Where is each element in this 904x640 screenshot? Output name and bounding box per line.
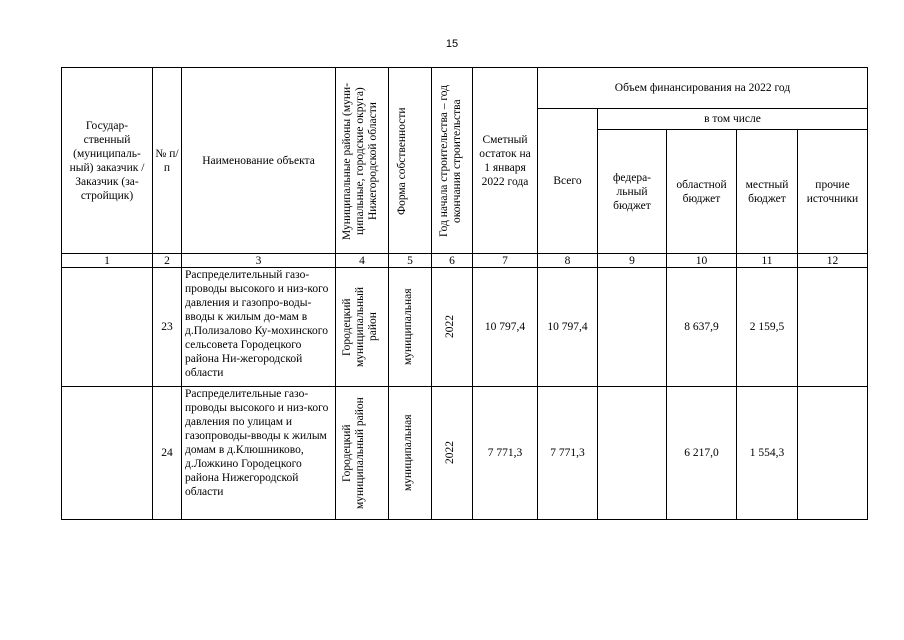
cell-no: 23 [153,268,182,387]
cell-object-name: Распределительные газо-проводы высокого и низ-кого давления по улицам и газопроводы-вводы к жилым домам в д.Клюшниково, д.Ложкино Городецкого района Нижегородской области [182,387,336,520]
column-number: 10 [667,254,737,268]
cell-federal [598,268,667,387]
cell-local: 2 159,5 [737,268,798,387]
table-row [62,387,868,520]
header-no: № п/п [153,68,182,254]
header-ownership-text: Форма собственности [396,106,408,215]
cell-total: 7 771,3 [538,387,598,520]
column-number: 7 [473,254,538,268]
column-number: 9 [598,254,667,268]
page-number: 15 [445,38,459,50]
cell-years-text: 2022 [444,441,456,465]
header-funding: Объем финансирования на 2022 год [538,68,868,109]
table-row [62,268,868,387]
cell-ownership [389,387,432,520]
column-number: 1 [62,254,153,268]
header-total: Всего [538,109,598,254]
header-ownership [389,68,432,254]
column-number: 4 [336,254,389,268]
cell-district [336,387,389,520]
financing-table [61,67,868,520]
column-number: 6 [432,254,473,268]
cell-years [432,268,473,387]
cell-ownership-text: муниципальная [402,288,414,366]
cell-ownership-text: муниципальная [402,414,414,492]
cell-federal [598,387,667,520]
cell-object-name: Распределительный газо-проводы высокого и низ-кого давления и газопро-воды-вводы к жилым до-мам в д.Полизалово Ку-мохинского сельсовета Городецкого района Ни-жегородской области [182,268,336,387]
cell-other [798,387,868,520]
cell-estimate: 10 797,4 [473,268,538,387]
cell-years [432,387,473,520]
header-local: местный бюджет [737,130,798,254]
column-number: 3 [182,254,336,268]
cell-other [798,268,868,387]
cell-regional: 8 637,9 [667,268,737,387]
header-districts-text: Муниципальные районы (муни-ципальные, городские округа) Нижегородской области [341,81,379,240]
cell-customer [62,387,153,520]
column-number: 2 [153,254,182,268]
cell-years-text: 2022 [444,315,456,339]
header-years-text: Год начала строительства – год окончания строительства [438,84,463,237]
header-customer: Государ-ственный (муниципаль-ный) заказчик / Заказчик (за-стройщик) [62,68,153,254]
cell-customer [62,268,153,387]
header-object-name: Наименование объекта [182,68,336,254]
cell-local: 1 554,3 [737,387,798,520]
header-other: прочие источники [798,130,868,254]
column-number: 12 [798,254,868,268]
cell-district [336,268,389,387]
header-federal: федера-льный бюджет [598,130,667,254]
cell-ownership [389,268,432,387]
cell-district-text: Городецкий муниципальный район [341,397,366,509]
cell-no: 24 [153,387,182,520]
column-number: 8 [538,254,598,268]
header-regional: областной бюджет [667,130,737,254]
column-number: 5 [389,254,432,268]
cell-estimate: 7 771,3 [473,387,538,520]
cell-total: 10 797,4 [538,268,598,387]
header-estimate: Сметный остаток на 1 января 2022 года [473,68,538,254]
header-including: в том числе [598,109,868,130]
cell-regional: 6 217,0 [667,387,737,520]
cell-district-text: Городецкий муниципальный район [341,286,379,368]
header-districts [336,68,389,254]
column-number: 11 [737,254,798,268]
header-years [432,68,473,254]
